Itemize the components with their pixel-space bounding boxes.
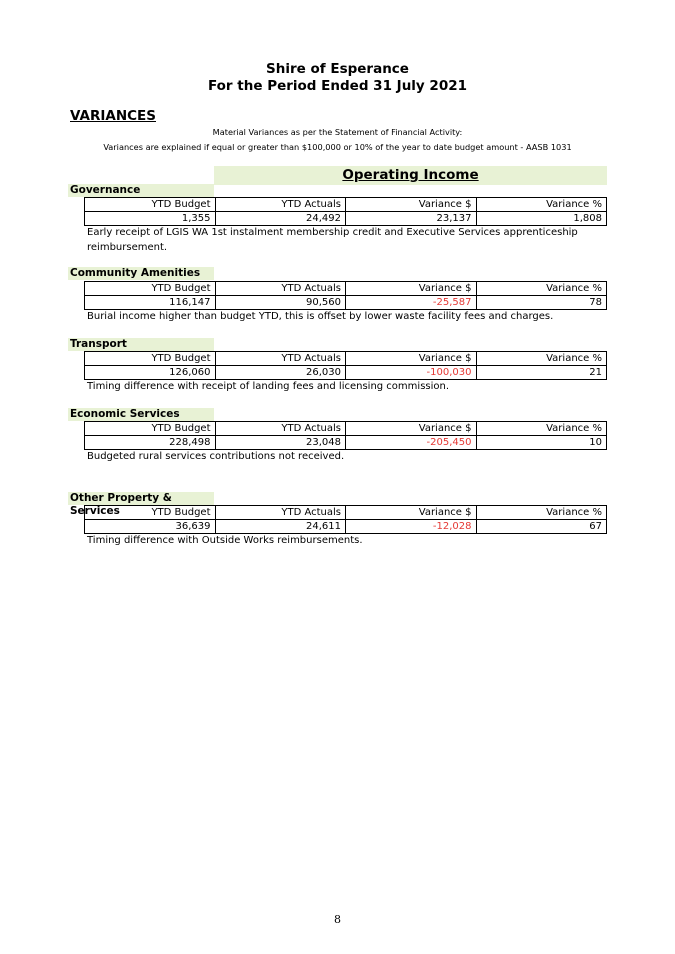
- column-header: Variance $: [346, 282, 477, 296]
- page-number: 8: [334, 913, 341, 926]
- variance-table-community-amenities: [84, 281, 607, 310]
- table-header-row: [85, 282, 607, 296]
- ytd-actuals-cell: 24,492: [215, 212, 346, 226]
- note-line: Early receipt of LGIS WA 1st instalment membership credit and Executive Services apprenticeship: [87, 227, 578, 238]
- column-header: Variance $: [346, 198, 477, 212]
- table-header-row: [85, 198, 607, 212]
- ytd-actuals-cell: 90,560: [215, 296, 346, 310]
- document-title: Shire of Esperance: [266, 61, 409, 77]
- column-header: Variance $: [346, 422, 477, 436]
- note-line: Budgeted rural services contributions not received.: [87, 451, 345, 462]
- note-line: Timing difference with Outside Works reimbursements.: [87, 535, 363, 546]
- subtitle-materiality: Material Variances as per the Statement of Financial Activity:: [212, 127, 463, 137]
- variance-table-economic-services: [84, 421, 607, 450]
- variance-amount-cell: -25,587: [346, 296, 477, 310]
- ytd-actuals-cell: 24,611: [215, 520, 346, 534]
- note-line: reimbursement.: [87, 242, 168, 253]
- section-label-economic-services: Economic Services: [68, 408, 214, 421]
- column-header: Variance $: [346, 352, 477, 366]
- subtitle-threshold: Variances are explained if equal or greater than $100,000 or 10% of the year to date budget amount - AASB 1031: [103, 142, 572, 152]
- column-header: YTD Actuals: [215, 352, 346, 366]
- section-label-community-amenities: Community Amenities: [68, 267, 214, 280]
- column-header: Variance %: [476, 506, 607, 520]
- table-header-row: [85, 506, 607, 520]
- variance-percent-cell: 1,808: [476, 212, 607, 226]
- column-header: Variance %: [476, 198, 607, 212]
- table-row: [85, 520, 607, 534]
- variance-amount-cell: -12,028: [346, 520, 477, 534]
- ytd-budget-cell: 126,060: [85, 366, 216, 380]
- variance-note-transport: [87, 379, 607, 394]
- column-header: YTD Budget: [85, 352, 216, 366]
- variance-percent-cell: 67: [476, 520, 607, 534]
- variance-table-governance: [84, 197, 607, 226]
- table-row: [85, 212, 607, 226]
- column-header: YTD Actuals: [215, 422, 346, 436]
- variance-note-other-property-services: [87, 533, 607, 548]
- variance-note-economic-services: [87, 449, 607, 464]
- variance-table-transport: [84, 351, 607, 380]
- table-header-row: [85, 422, 607, 436]
- column-header: YTD Actuals: [215, 198, 346, 212]
- variance-table-other-property-services: [84, 505, 607, 534]
- note-line: Burial income higher than budget YTD, this is offset by lower waste facility fees and charges.: [87, 311, 554, 322]
- column-header: Variance %: [476, 282, 607, 296]
- table-row: [85, 366, 607, 380]
- column-header: Variance $: [346, 506, 477, 520]
- column-header: YTD Budget: [85, 282, 216, 296]
- column-header: Variance %: [476, 422, 607, 436]
- ytd-budget-cell: 1,355: [85, 212, 216, 226]
- column-header: YTD Actuals: [215, 282, 346, 296]
- period-title: For the Period Ended 31 July 2021: [207, 78, 468, 94]
- variance-amount-cell: -100,030: [346, 366, 477, 380]
- ytd-budget-cell: 116,147: [85, 296, 216, 310]
- table-header-row: [85, 352, 607, 366]
- variance-amount-cell: 23,137: [346, 212, 477, 226]
- variance-percent-cell: 10: [476, 436, 607, 450]
- column-header: Variance %: [476, 352, 607, 366]
- variance-note-community-amenities: [87, 309, 607, 324]
- section-label-transport: Transport: [68, 338, 214, 351]
- column-header: YTD Actuals: [215, 506, 346, 520]
- table-row: [85, 296, 607, 310]
- column-header: YTD Budget: [85, 422, 216, 436]
- note-line: Timing difference with receipt of landing fees and licensing commission.: [87, 381, 450, 392]
- section-label-other-property-services: Other Property & Services: [68, 492, 214, 505]
- ytd-actuals-cell: 26,030: [215, 366, 346, 380]
- variance-percent-cell: 21: [476, 366, 607, 380]
- variances-heading: VARIANCES: [70, 108, 156, 124]
- section-label-governance: Governance: [68, 184, 214, 197]
- ytd-actuals-cell: 23,048: [215, 436, 346, 450]
- ytd-budget-cell: 36,639: [85, 520, 216, 534]
- table-row: [85, 436, 607, 450]
- column-header: YTD Budget: [85, 198, 216, 212]
- variance-note-governance: [87, 225, 607, 255]
- column-header: YTD Budget: [85, 506, 216, 520]
- operating-income-heading: Operating Income: [342, 167, 479, 183]
- variance-amount-cell: -205,450: [346, 436, 477, 450]
- ytd-budget-cell: 228,498: [85, 436, 216, 450]
- variance-percent-cell: 78: [476, 296, 607, 310]
